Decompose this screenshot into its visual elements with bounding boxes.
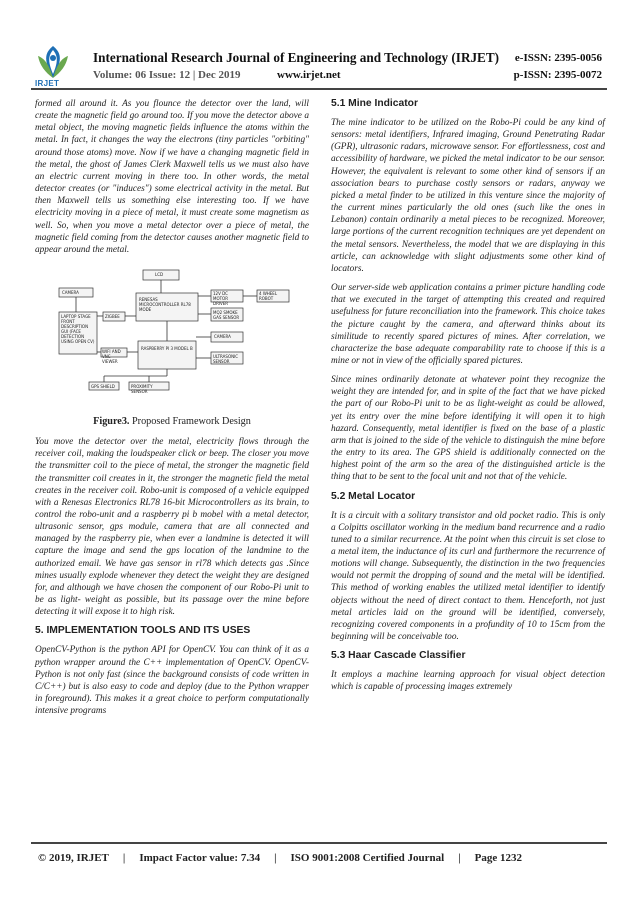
box-robot: 4 WHEEL ROBOT xyxy=(259,291,278,302)
header-divider xyxy=(31,88,607,90)
logo-text: IRJET xyxy=(35,79,60,88)
impact-factor: Impact Factor value: 7.34 xyxy=(139,852,261,864)
box-camera-left: CAMERA xyxy=(62,290,79,296)
figure-label: Figure3. xyxy=(93,416,130,428)
volume-issue: Volume: 06 Issue: 12 | Dec 2019 xyxy=(93,69,241,81)
box-renesas: RENESAS MICROCONTROLLER RL78 MODE xyxy=(139,297,191,313)
box-wifi-vnc: WIFI AND VNC VIEWER xyxy=(102,349,121,365)
box-smoke-sensor: MQ2 SMOKE GAS SENSOR xyxy=(213,310,240,321)
journal-title: International Research Journal of Engineering and Technology (IRJET) xyxy=(93,50,500,65)
paragraph: It employs a machine learning approach for visual object detection which is capable of processing images extremely xyxy=(331,670,605,693)
paragraph: Our server-side web application contains a primer picture handling code that we executed in the target of attempting this created and required usefulness for future reconciliation into the framework. This choice takes the picture caught by the camera, and afterward thinks about its similitude to recently spared pictures of mines. After correlation, we characterize the base adequate comparability rate to choose if this is a mine or not in view of the officially spared pictures. xyxy=(331,283,605,366)
footer-separator: | xyxy=(458,852,461,864)
paragraph: formed all around it. As you flounce the detector over the land, will create the magnetic field go around too. If you move the detector above a metal object, the moving magnetic fields influence the atoms within the metal. In fact, it changes the way the electrons (tiny particles "orbiting" around those atoms) move. Now if we have a changing magnetic field in the metal, the ghost of James Clerk Maxwell tells us we must also have an electric current moving in there too. In other words, the metal detector creates (or "induces") some electrical activity in the metal. But then Maxwell tells us something else interesting too. If we have electricity moving in a piece of metal, it must create some magnetism as well. So, when you move a metal detector over a piece of metal, the magnetic field coming from the detector causes another magnetic field to appear around the metal. xyxy=(35,99,309,255)
box-gps-shield: GPS SHIELD xyxy=(91,384,115,390)
box-dc-motor: 12V DC MOTOR DRIVER xyxy=(213,291,229,307)
footer-divider xyxy=(31,842,607,844)
box-raspberry-pi: RASPBERRY PI 3 MODEL B xyxy=(141,346,193,352)
paragraph: You move the detector over the metal, electricity flows through the receiver coil, making the loudspeaker click or beep. The closer you move the transmitter coil to the piece of metal, the stronger the magnetic field the transmitter coil creates in it, the stronger the magnetic field the metal creates in the receiver coil. Robo-unit is composed of a vehicle equipped with a Renesas Electronics RL78 16-bit Microcontrollers as its brain, to control the robo-unit and a raspberry pi b mobel with a metal detector, ultrasonic sensor, gps module, camera that are all connected and managed by the raspberry pie, when ever a landmine is detected it will capture the image and send the gps location of the landmine to the authorized email. We have gas sensor in rl78 which detects gas .Since mines usually explode whenever they detect the weight they are designed for, and although we have chosen the component of our Robo-Pi unit to be as light- weight as possible, but its passage over the mine before detecting it will expose it to high risk. xyxy=(35,437,309,618)
figure-caption xyxy=(35,416,309,427)
section-heading: 5.2 Metal Locator xyxy=(331,490,416,502)
footer-separator: | xyxy=(274,852,277,864)
box-zigbee: ZIGBEE xyxy=(105,314,120,320)
page-number: Page 1232 xyxy=(474,852,523,864)
p-issn: p-ISSN: 2395-0072 xyxy=(513,69,602,81)
section-heading: 5. IMPLEMENTATION TOOLS AND ITS USES xyxy=(35,625,251,637)
paragraph: It is a circuit with a solitary transistor and old pocket radio. This is only a Colpitts oscillator working in the medium band recurrence and a radio tuned to a similar recurrence. At the point when this circuit is set close to a metal item, the inductance of its curl and furthermore the recurrence of motions will change. Subsequently, the distinction in the two frequencies would not permit the dropping of sound and the metal will be identified. This method of working enables the utilized metal identifier to identify objects without the need of direct contact to them. Henceforth, not just metal articles laid on the ground will be identified, conversely, recognizing covered components in a profundity of 10 to 15cm from the beginning will be conceivable too. xyxy=(331,510,605,643)
framework-diagram xyxy=(51,264,303,414)
page-footer xyxy=(38,852,608,864)
paragraph: The mine indicator to be utilized on the Robo-Pi could be any kind of sensors: metal identifiers, Infrared imaging, Ground Penetrating Radar (GPR), ultrasonic radars, microwave sensor. For effortlessness, cost and accessibility of hardware, we picked the metal indicator to be our sensor. However, the equivalent is relevant to some other kind of sensors if an association bears to purchase costly sensors or radars, anyway we picked a metal finder to be utilized in this venture since the majority of the current mines particularly the old ones (such like the ones in Lebanon) contain ordinarily a metal pieces to be recognized. Moreover, large portions of the current recognition techniques are yet dependent on the metal sensors. Nevertheless, the model that we are displaying in this article, can acknowledge with slight adjustments some other kind of locators. xyxy=(331,118,605,274)
irjet-logo-icon xyxy=(34,44,72,84)
box-laptop: LAPTOP STAGE FRONT DESCRIPTION GUI (FACE DETECTION USING OPEN CV) xyxy=(61,314,95,345)
e-issn: e-ISSN: 2395-0056 xyxy=(514,52,602,64)
box-ultrasonic: ULTRASONIC SENSOR xyxy=(213,354,239,365)
paragraph: Since mines ordinarily detonate at whatever point they recognize the weight they are intended for, and in spite of the fact that we have picked the part of our Robo-Pi unit to be as light-weight as could be allowed, yet its entry over the mine before identifying it will open it to high hazard. Consequently, metal identifier is fixed on the base of a plastic arm that is joined to the side of the vehicle to distinguish the mine before the entry to its area. The GPS shield is additionally connected on the highest point of the arm so the area of the distinguished article is the thing that to be sent to the focal unit and not that of the vehicle. xyxy=(331,375,605,483)
figure-caption-text: Proposed Framework Design xyxy=(129,416,251,428)
copyright: © 2019, IRJET xyxy=(38,852,109,864)
paragraph: OpenCV-Python is the python API for OpenCV. You can think of it as a python wrapper around the C++ implementation of OpenCV. OpenCV-Python is not only fast (since the background consists of code written in C/C++) but is also easy to code and deploy (due to the Python wrapper in foreground). This makes it a great choice to perform computationally intensive programs xyxy=(35,645,309,717)
left-column xyxy=(35,98,309,724)
box-lcd: LCD xyxy=(155,272,164,278)
box-proximity: PROXIMITY SENSOR xyxy=(131,384,153,395)
section-heading: 5.3 Haar Cascade Classifier xyxy=(331,650,466,662)
right-column xyxy=(331,98,605,701)
journal-website-link[interactable]: www.irjet.net xyxy=(277,69,341,81)
section-heading: 5.1 Mine Indicator xyxy=(331,98,418,109)
footer-separator: | xyxy=(122,852,126,864)
iso-certification: ISO 9001:2008 Certified Journal xyxy=(290,852,445,864)
page-header xyxy=(0,0,638,95)
box-camera-right: CAMERA xyxy=(214,334,231,340)
